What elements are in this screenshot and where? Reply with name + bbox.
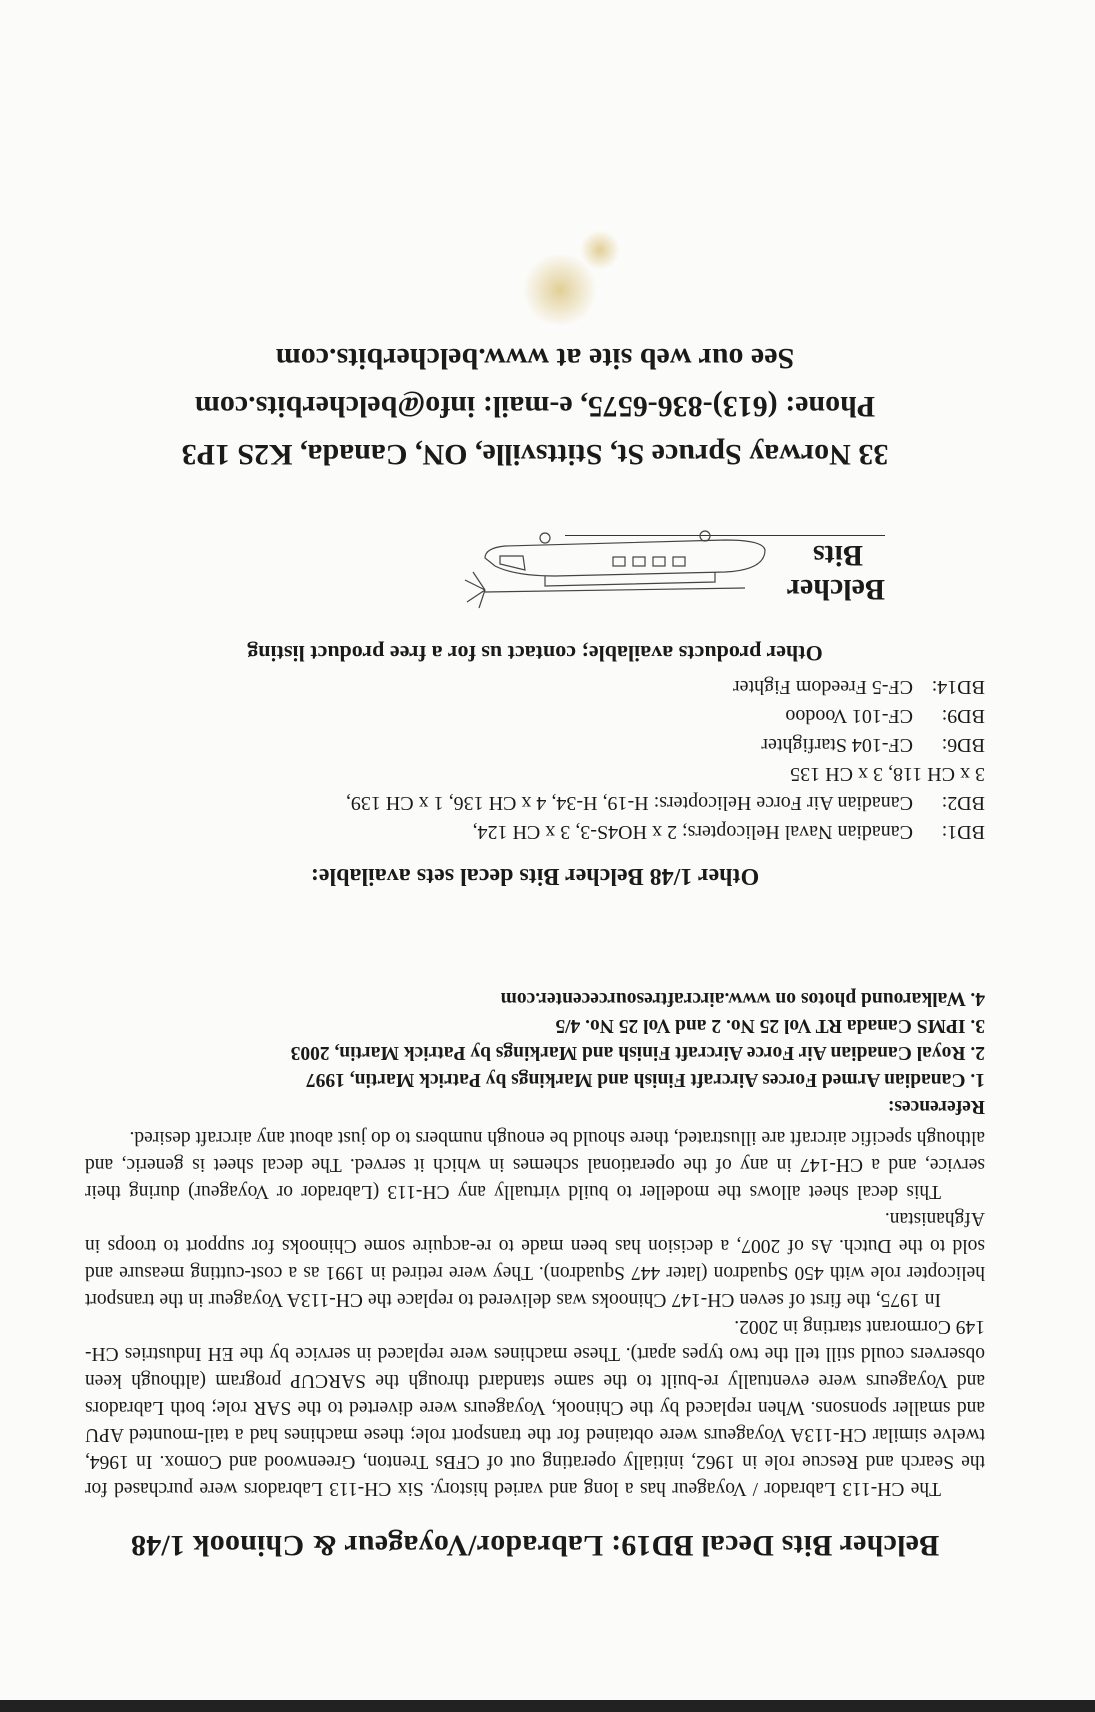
document-content <box>85 338 985 1562</box>
contact-website: See our web site at www.belcherbits.com <box>275 342 795 375</box>
reference-item: 3. IPMS Canada RT Vol 25 No. 2 and Vol 25 No. 4/5 <box>555 1015 985 1036</box>
logo-line-1: Belcher <box>786 573 885 606</box>
helicopter-icon <box>455 520 785 610</box>
decal-set-item <box>85 788 985 817</box>
contact-address: 33 Norway Spruce St, Stittsville, ON, Canada, K2S 1P3 <box>181 438 889 471</box>
decal-set-item <box>85 759 985 788</box>
reference-item: 2. Royal Canadian Air Force Aircraft Finish and Markings by Patrick Martin, 2003 <box>290 1042 985 1063</box>
belcher-bits-logo <box>85 482 985 612</box>
logo-line-2: Bits <box>812 539 863 572</box>
logo-wordmark <box>787 538 885 606</box>
reference-item: 4. Walkaround photos on www.aircraftresourcecenter.com <box>500 988 985 1009</box>
history-paragraph-1: The CH-113 Labrador / Voyageur has a long and varied history. Six CH-113 Labradors were purchased for the Search and Rescue role in 1962, initially operating out of CFBs Trenton, Greenwood and Comox. In 1964, twelve similar CH-113A Voyageurs were obtained for the transport role; these machines had a tail-mounted APU and smaller sponsons. When replaced by the Chinook, Voyageurs were diverted to the SAR role; both Labradors and Voyageurs were eventually re-built to the same standard through the SARCUP program (although keen observers could still tell the two types apart). These machines were replaced in service by the EH Industries CH-149 Cormorant starting in 2002. <box>85 1316 985 1499</box>
decal-set-item <box>85 701 985 730</box>
document-title: Belcher Bits Decal BD19: Labrador/Voyageur & Chinook 1/48 <box>130 1529 940 1562</box>
decal-set-text: Canadian Air Force Helicopters: H-19, H-34, 4 x CH 136, 1 x CH 139, <box>345 792 913 814</box>
decal-set-code: BD1: <box>941 821 985 843</box>
decal-set-item <box>85 730 985 759</box>
history-paragraph-3: This decal sheet allows the modeller to build virtually any CH-113 (Labrador or Voyageur) during their service, and a CH-147 in any of the operational schemes in which it served. The decal sheet is generic, and although specific aircraft are illustrated, there should be enough numbers to do just about any aircraft desired. <box>85 1127 985 1202</box>
decal-set-item <box>85 672 985 701</box>
decal-set-code: BD6: <box>941 734 985 756</box>
products-line: Other products available; contact us for a free product listing <box>247 641 823 666</box>
history-paragraph-2: In 1975, the first of seven CH-147 Chinooks was delivered to replace the CH-113A Voyageur in the transport helicopter role with 450 Squadron (later 447 Squadron). They were retired in 1991 as a cost-cutting measure and sold to the Dutch. As of 2007, a decision has been made to re-acquire some Chinooks for support to troops in Afghanistan. <box>85 1208 985 1310</box>
decal-set-text: 3 x CH 118, 3 x CH 135 <box>790 763 985 785</box>
decal-set-code: BD9: <box>941 705 985 727</box>
scan-edge <box>0 1700 1095 1712</box>
decal-set-text: CF-104 Starfighter <box>761 734 913 756</box>
reference-item: 1. Canadian Armed Forces Aircraft Finish and Markings by Patrick Martin, 1997 <box>305 1069 985 1090</box>
decal-set-code: BD2: <box>941 792 985 814</box>
decal-set-text: CF-5 Freedom Fighter <box>733 676 913 698</box>
contact-phone-email: Phone: (613)-836-6575, e-mail: info@belcherbits.com <box>194 390 876 423</box>
references-heading: References: <box>887 1096 985 1117</box>
decal-set-text: Canadian Naval Helicopters; 2 x HO4S-3, 3 x CH 124, <box>472 821 913 843</box>
decal-set-code: BD14: <box>931 676 985 698</box>
decal-set-text: CF-101 Voodoo <box>785 705 913 727</box>
other-sets-heading: Other 1/48 Belcher Bits decal sets available: <box>310 863 760 889</box>
decal-set-item <box>85 817 985 846</box>
paper-stain <box>580 230 620 270</box>
